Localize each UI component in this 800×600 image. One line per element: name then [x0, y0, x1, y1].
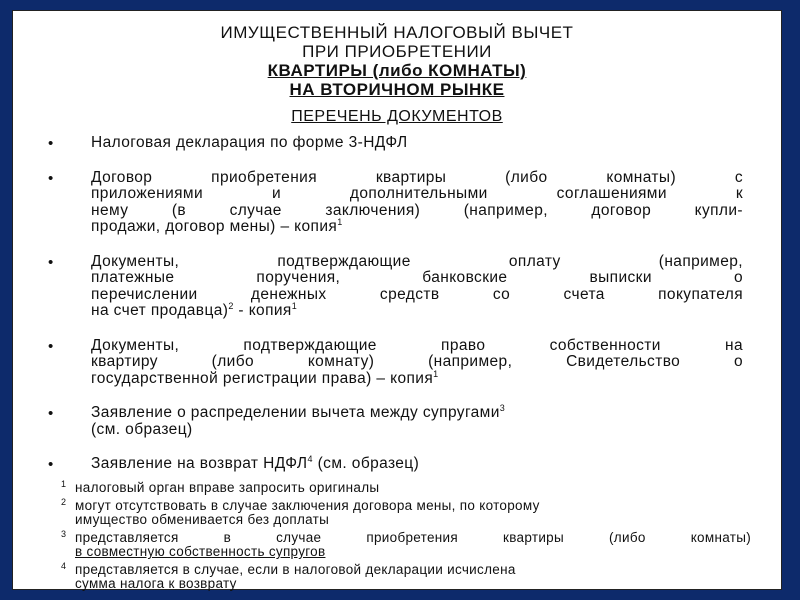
bullet-icon: •: [48, 135, 54, 152]
footnote-text: могут отсутствовать в случае заключения договора мены, по которому: [75, 497, 540, 513]
title-line-2: ПРИ ПРИОБРЕТЕНИИ: [302, 42, 492, 61]
list-item: [48, 170, 743, 236]
list-item: [48, 135, 743, 152]
title-line-1: ИМУЩЕСТВЕННЫЙ НАЛОГОВЫЙ ВЫЧЕТ: [220, 23, 574, 42]
bullet-icon: •: [48, 456, 54, 473]
footnote-text: сумма налога к возврату: [75, 576, 237, 591]
list-item-text: Налоговая декларация по форме 3-НДФЛ: [91, 134, 408, 151]
title-line-4: НА ВТОРИЧНОМ РЫНКЕ: [289, 80, 505, 99]
footnote-ref: 4: [307, 453, 313, 464]
footnote-ref: 1: [433, 368, 439, 379]
list-item-text: (см. образец): [312, 455, 420, 472]
footnote: [61, 560, 751, 592]
footnote-text: налоговый орган вправе запросить оригиналы: [75, 480, 380, 495]
list-item: [48, 338, 743, 388]
footnote-text: в совместную собственность супругов: [75, 544, 326, 559]
footnote-text: представляется в случае приобретения квартиры (либо комнаты): [75, 529, 751, 545]
list-item-text-line: [91, 402, 743, 422]
list-item-text: квартиру (либо комнату) (например, Свидетельство о: [91, 353, 743, 370]
bullet-icon: •: [48, 337, 54, 355]
footnote: [61, 528, 751, 560]
document-header: [13, 11, 781, 126]
list-item-text: - копия: [233, 302, 292, 319]
bullet-icon: •: [48, 169, 54, 187]
documents-list: [48, 135, 743, 491]
list-item-text: Договор приобретения квартиры (либо комнаты) с: [91, 168, 743, 186]
list-item-text-line: [91, 216, 743, 236]
list-item-text: государственной регистрации права) – копия: [91, 369, 434, 387]
list-item: [48, 453, 743, 473]
bullet-icon: •: [48, 253, 54, 271]
list-item-text: Документы, подтверждающие право собственности на: [91, 336, 743, 354]
footnote: [61, 481, 751, 496]
list-item-text: нему (в случае заключения) (например, договор купли-: [91, 201, 743, 219]
bullet-icon: •: [48, 405, 54, 422]
list-item: [48, 402, 743, 438]
footnote-mark: 4: [61, 560, 67, 571]
list-item-text: платежные поручения, банковские выписки о: [91, 269, 743, 286]
list-item-text: на счет продавца): [91, 302, 229, 319]
title-line-3: КВАРТИРЫ (либо КОМНАТЫ): [267, 61, 527, 80]
list-item-text: Заявление на возврат НДФЛ: [91, 455, 308, 472]
list-item-text: Документы, подтверждающие оплату (например,: [91, 252, 743, 270]
footnote-ref: 1: [291, 300, 298, 311]
footnote: [61, 496, 751, 528]
footnote-text: представляется в случае, если в налоговой декларации исчислена: [75, 561, 516, 577]
list-item-text-line: [91, 453, 743, 473]
document-page: [12, 10, 782, 590]
list-item: [48, 254, 743, 320]
footnote-mark: 2: [61, 496, 67, 507]
document-list-subtitle: ПЕРЕЧЕНЬ ДОКУМЕНТОВ: [291, 108, 503, 125]
list-item-text-line: [91, 300, 743, 320]
list-item-text-line: [91, 368, 743, 388]
list-item-text: приложениями и дополнительными соглашениями к: [91, 185, 743, 202]
footnotes: [61, 481, 751, 592]
footnote-ref: 2: [228, 300, 234, 311]
footnote-mark: 3: [61, 528, 67, 539]
footnote-text: имущество обменивается без доплаты: [75, 512, 330, 527]
footnote-mark: 1: [61, 479, 67, 489]
list-item-text: продажи, договор мены) – копия: [91, 218, 338, 235]
list-item-text: перечислении денежных средств со счета покупателя: [91, 285, 743, 303]
footnote-ref: 3: [499, 402, 506, 413]
list-item-text: Заявление о распределении вычета между супругами: [91, 404, 500, 421]
list-item-text: (см. образец): [91, 420, 193, 438]
footnote-ref: 1: [337, 216, 343, 227]
